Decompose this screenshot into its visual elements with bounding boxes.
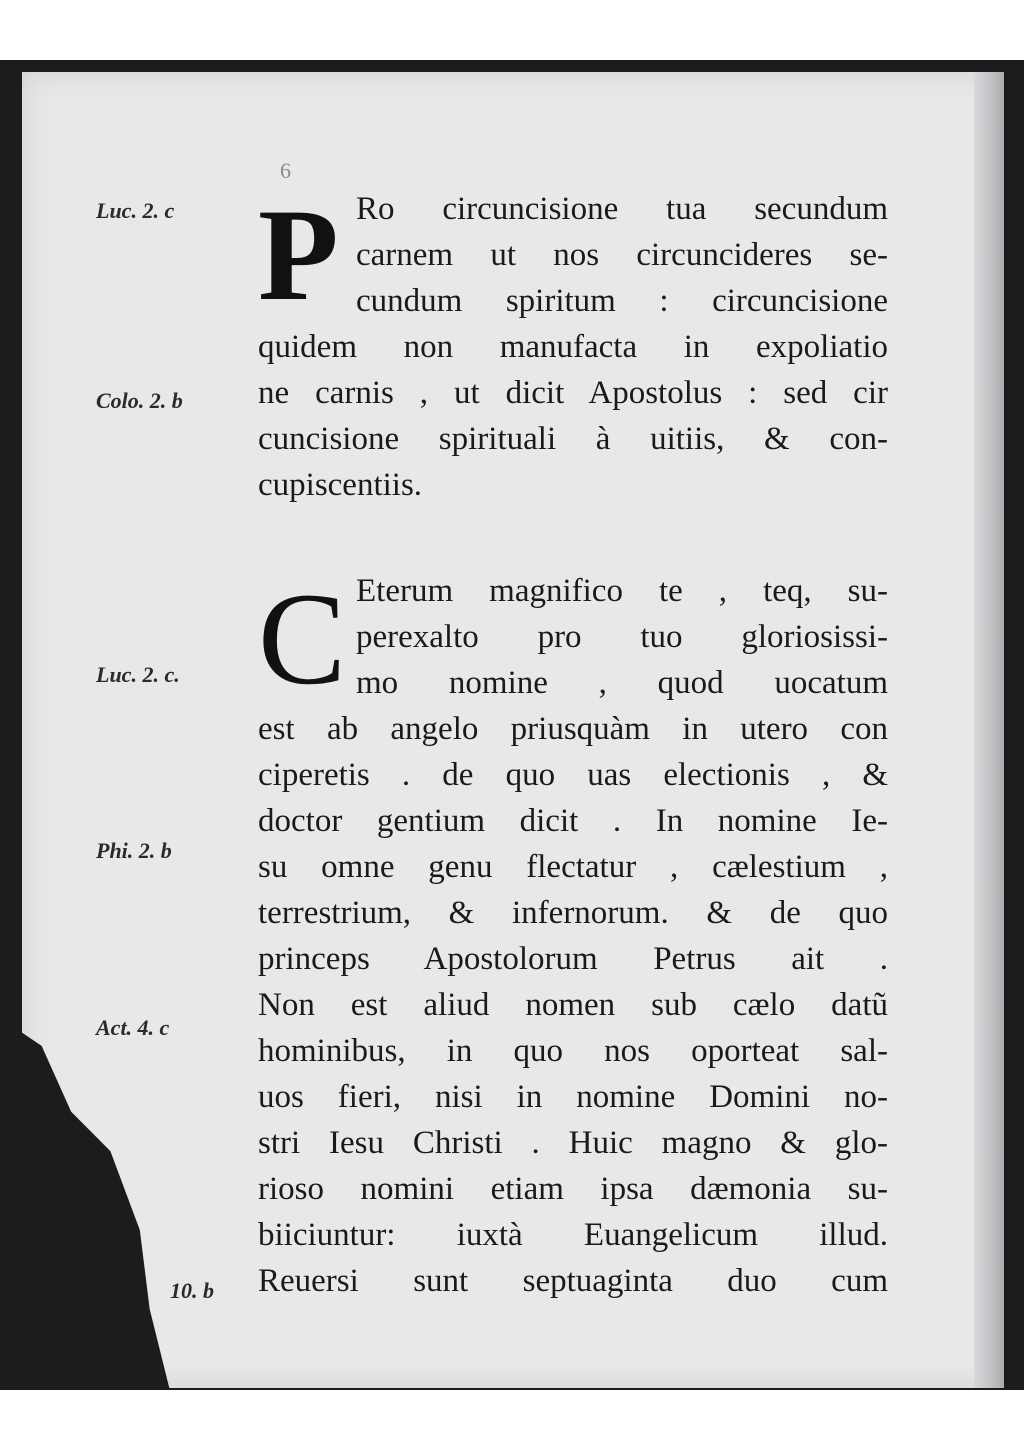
margin-note: Luc. 2. c: [96, 198, 175, 223]
text-line: Reuersi sunt septuaginta duo cum: [258, 1263, 888, 1299]
text-line: hominibus, in quo nos oporteat sal-: [258, 1033, 888, 1069]
dropcap-p: P: [258, 181, 339, 328]
text-line: stri Iesu Christi . Huic magno & glo-: [258, 1125, 888, 1161]
text-line: ne carnis , ut dicit Apostolus : sed cir: [258, 375, 888, 411]
text-line: Non est aliud nomen sub cælo datũ: [258, 987, 888, 1023]
text-line: princeps Apostolorum Petrus ait .: [258, 941, 888, 977]
text-line: cundum spiritum : circuncisione: [356, 283, 888, 319]
paragraph-1: [258, 181, 888, 508]
dropcap-c: C: [258, 565, 347, 712]
paragraph-2: [258, 565, 888, 1304]
folio-number: 6: [280, 158, 291, 183]
page-edge: [974, 72, 1004, 1388]
margin-note: 10. b: [170, 1278, 214, 1303]
text-line: terrestrium, & infernorum. & de quo: [258, 895, 888, 931]
margin-note: Colo. 2. b: [96, 388, 183, 413]
text-line: Ro circuncisione tua secundum: [356, 191, 888, 227]
margin-note: Luc. 2. c.: [96, 662, 180, 687]
text-line: su omne genu flectatur , cælestium ,: [258, 849, 888, 885]
text-line: perexalto pro tuo gloriosissi-: [356, 619, 888, 655]
text-line: doctor gentium dicit . In nomine Ie-: [258, 803, 888, 839]
text-line: cupiscentiis.: [258, 467, 423, 503]
text-line: mo nomine , quod uocatum: [356, 665, 888, 701]
text-line: rioso nomini etiam ipsa dæmonia su-: [258, 1171, 888, 1207]
text-line: est ab angelo priusquàm in utero con: [258, 711, 888, 747]
margin-note: Phi. 2. b: [96, 838, 172, 863]
text-line: biiciuntur: iuxtà Euangelicum illud.: [258, 1217, 888, 1253]
margin-note: Act. 4. c: [96, 1015, 170, 1040]
text-line: ciperetis . de quo uas electionis , &: [258, 757, 888, 793]
text-line: carnem ut nos circuncideres se-: [356, 237, 888, 273]
text-line: Eterum magnifico te , teq, su-: [356, 573, 888, 609]
text-line: uos fieri, nisi in nomine Domini no-: [258, 1079, 888, 1115]
text-line: quidem non manufacta in expoliatio: [258, 329, 888, 365]
text-line: cuncisione spirituali à uitiis, & con-: [258, 421, 888, 457]
